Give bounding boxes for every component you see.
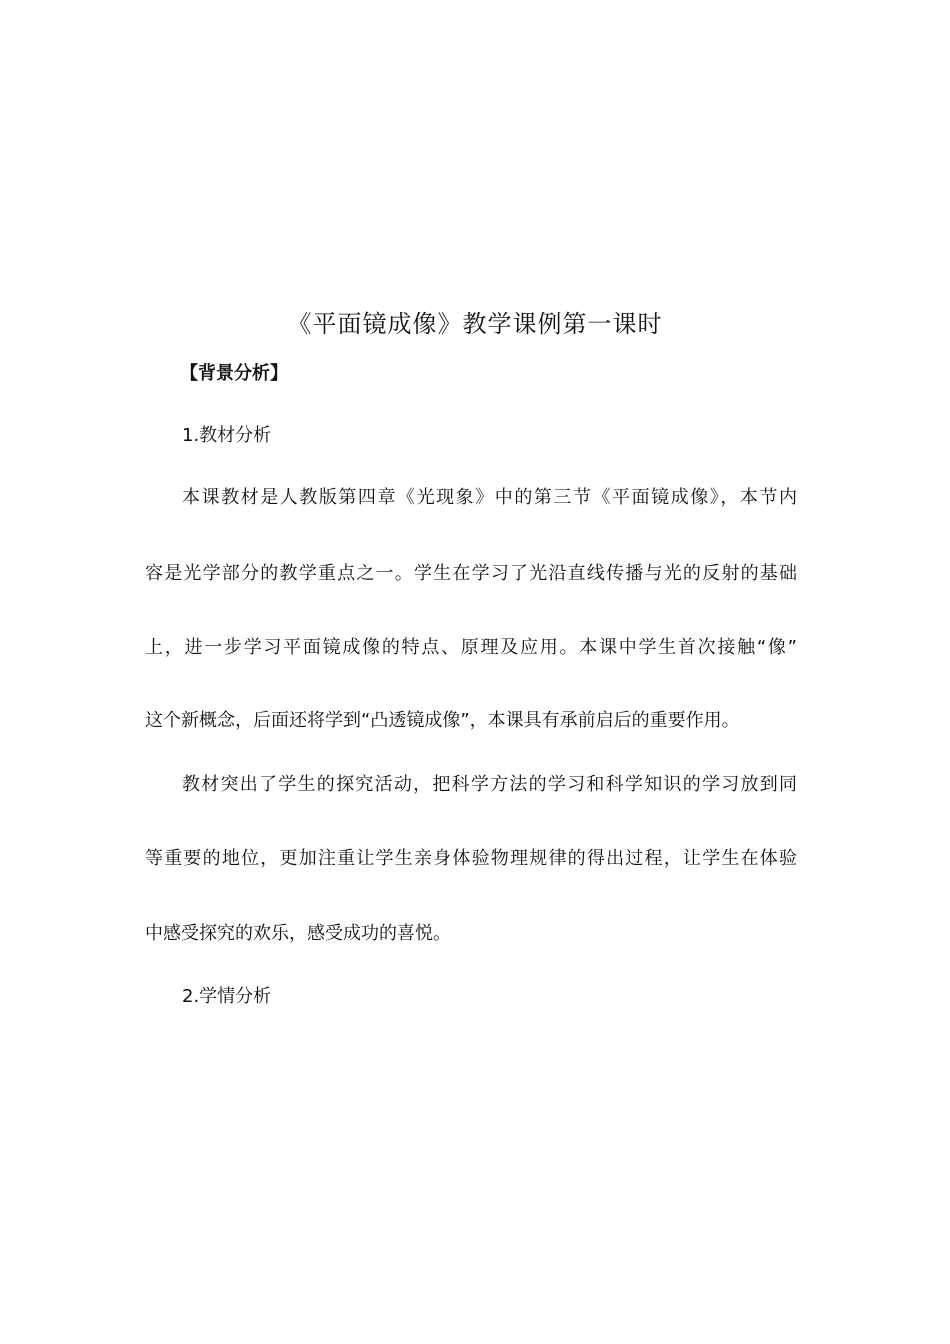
paragraph-line: 等重要的地位，更加注重让学生亲身体验物理规律的得出过程，让学生在体验: [145, 848, 797, 869]
section-heading: 【背景分析】: [180, 363, 288, 384]
paragraph-line: 本课教材是人教版第四章《光现象》中的第三节《平面镜成像》，本节内: [182, 487, 797, 508]
paragraph-line: 中感受探究的欢乐，感受成功的喜悦。: [145, 923, 451, 944]
subsection-heading-1: 1.教材分析: [182, 425, 272, 446]
document-title: 《平面镜成像》教学课例第一课时: [287, 310, 663, 338]
paragraph-line: 上，进一步学习平面镜成像的特点、原理及应用。本课中学生首次接触“像”: [145, 637, 797, 658]
paragraph-line: 容是光学部分的教学重点之一。学生在学习了光沿直线传播与光的反射的基础: [145, 563, 797, 584]
paragraph-line: 教材突出了学生的探究活动，把科学方法的学习和科学知识的学习放到同: [182, 774, 797, 795]
subsection-heading-2: 2.学情分析: [182, 986, 272, 1007]
paragraph-line: 这个新概念，后面还将学到“凸透镜成像”，本课具有承前启后的重要作用。: [145, 710, 740, 731]
